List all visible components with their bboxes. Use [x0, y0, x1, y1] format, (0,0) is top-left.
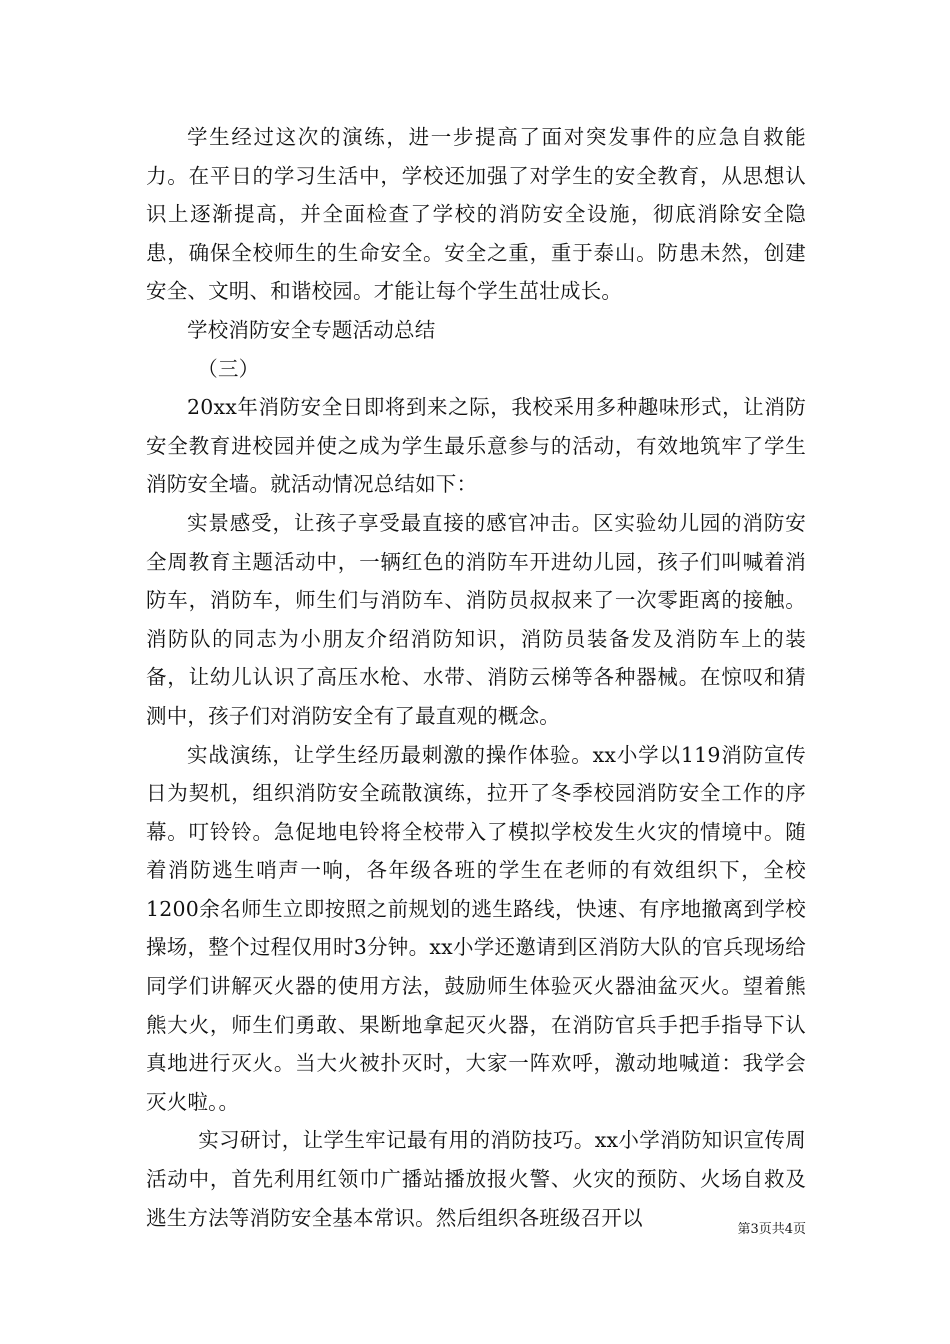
paragraph-drill-summary: 学生经过这次的演练，进一步提高了面对突发事件的应急自救能力。在平日的学习生活中，学校还加强了对学生的安全教育，从思想认识上逐渐提高，并全面检查了学校的消防安全设施，彻底消除安全隐患，确保全校师生的生命安全。安全之重，重于泰山。防患未然，创建安全、文明、和谐校园。才能让每个学生茁壮成长。 [146, 125, 806, 304]
paragraph-study-seminar: 实习研讨，让学生牢记最有用的消防技巧。xx小学消防知识宣传周活动中，首先利用红领巾广播站播放报火警、火灾的预防、火场自救及逃生方法等消防安全基本常识。然后组织各班级召开以 [146, 1128, 806, 1230]
paragraph-intro: 20xx年消防安全日即将到来之际，我校采用多种趣味形式，让消防安全教育进校园并使之成为学生最乐意参与的活动，有效地筑牢了学生消防安全墙。就活动情况总结如下： [146, 395, 806, 497]
page-number: 第3页共4页 [737, 1222, 806, 1237]
document-body [146, 118, 806, 1237]
paragraph-practical-drill: 实战演练，让学生经历最刺激的操作体验。xx小学以119消防宣传日为契机，组织消防安全疏散演练，拉开了冬季校园消防安全工作的序幕。叮铃铃。急促地电铃将全校带入了模拟学校发生火灾的情境中。随着消防逃生哨声一响，各年级各班的学生在老师的有效组织下，全校1200余名师生立即按照之前规划的逃生路线，快速、有序地撤离到学校操场，整个过程仅用时3分钟。xx小学还邀请到区消防大队的官兵现场给同学们讲解灭火器的使用方法，鼓励师生体验灭火器油盆灭火。望着熊熊大火，师生们勇敢、果断地拿起灭火器，在消防官兵手把手指导下认真地进行灭火。当大火被扑灭时，大家一阵欢呼，激动地喊道：我学会灭火啦。。 [146, 742, 806, 1114]
section-number: （三） [197, 356, 260, 381]
paragraph-scene-experience: 实景感受，让孩子享受最直接的感官冲击。区实验幼儿园的消防安全周教育主题活动中，一辆红色的消防车开进幼儿园，孩子们叫喊着消防车，消防车，师生们与消防车、消防员叔叔来了一次零距离的接触。消防队的同志为小朋友介绍消防知识，消防员装备发及消防车上的装备，让幼儿认识了高压水枪、水带、消防云梯等各种器械。在惊叹和猜测中，孩子们对消防安全有了最直观的概念。 [146, 510, 806, 728]
section-title: 学校消防安全专题活动总结 [187, 317, 436, 342]
